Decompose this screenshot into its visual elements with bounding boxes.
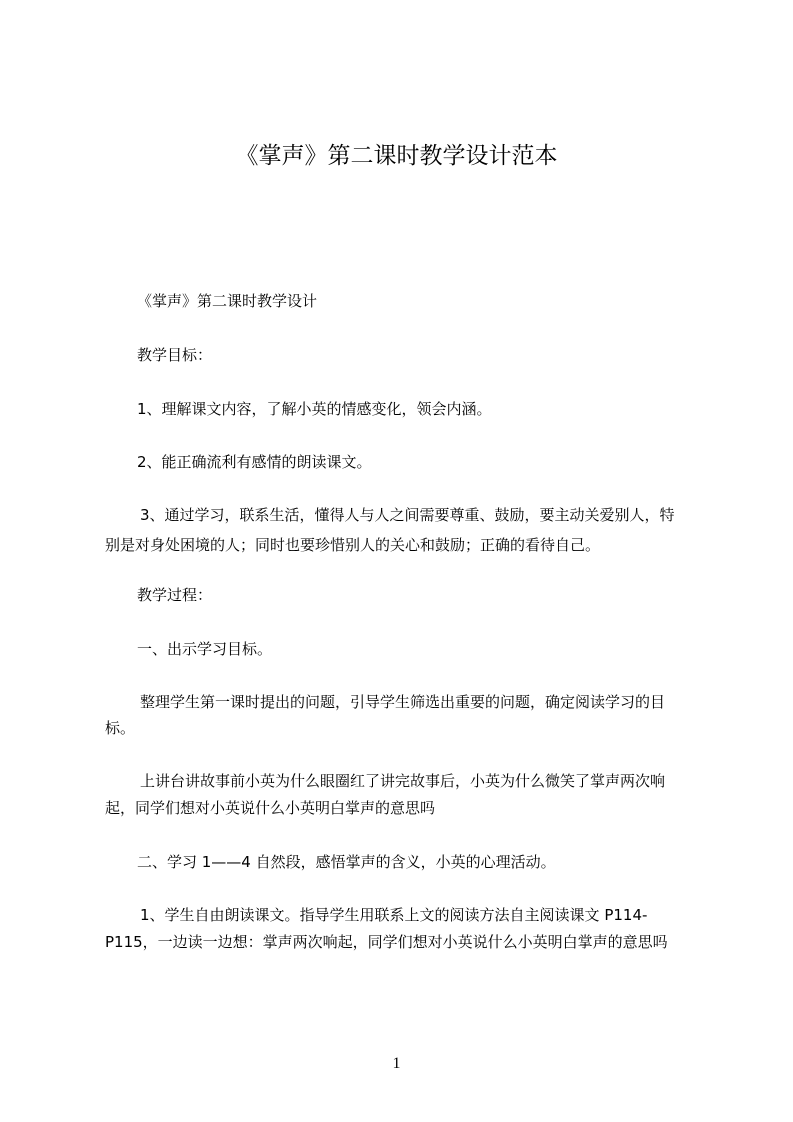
step-2-heading: 二、学习 1——4 自然段，感悟掌声的含义，小英的心理活动。 bbox=[137, 853, 556, 871]
subtitle-line: 《掌声》第二课时教学设计 bbox=[137, 292, 318, 310]
step-1-heading: 一、出示学习目标。 bbox=[137, 640, 273, 658]
document-title: 《掌声》第二课时教学设计范本 bbox=[235, 143, 558, 169]
section-heading-objectives: 教学目标： bbox=[137, 346, 213, 364]
page-number: 1 bbox=[392, 1055, 401, 1072]
step-1-text-line-2: 标。 bbox=[105, 719, 136, 737]
step-2-item-1-line-1: 1、学生自由朗读课文。指导学生用联系上文的阅读方法自主阅读课文 P114- bbox=[140, 906, 648, 924]
step-1-text-line-1: 整理学生第一课时提出的问题，引导学生筛选出重要的问题，确定阅读学习的目 bbox=[140, 693, 666, 711]
step-1-questions-line-2: 起，同学们想对小英说什么小英明白掌声的意思吗 bbox=[105, 799, 436, 817]
objective-1: 1、理解课文内容，了解小英的情感变化，领会内涵。 bbox=[137, 400, 492, 418]
objective-3-line-2: 别是对身处困境的人；同时也要珍惜别人的关心和鼓励；正确的看待自己。 bbox=[105, 536, 601, 554]
step-2-item-1-line-2: P115，一边读一边想：掌声两次响起，同学们想对小英说什么小英明白掌声的意思吗 bbox=[105, 933, 668, 951]
objective-3-line-1: 3、通过学习，联系生活，懂得人与人之间需要尊重、鼓励，要主动关爱别人，特 bbox=[140, 506, 675, 524]
section-heading-process: 教学过程： bbox=[137, 586, 213, 604]
objective-2: 2、能正确流利有感情的朗读课文。 bbox=[137, 453, 372, 471]
step-1-questions-line-1: 上讲台讲故事前小英为什么眼圈红了讲完故事后，小英为什么微笑了掌声两次响 bbox=[140, 772, 666, 790]
